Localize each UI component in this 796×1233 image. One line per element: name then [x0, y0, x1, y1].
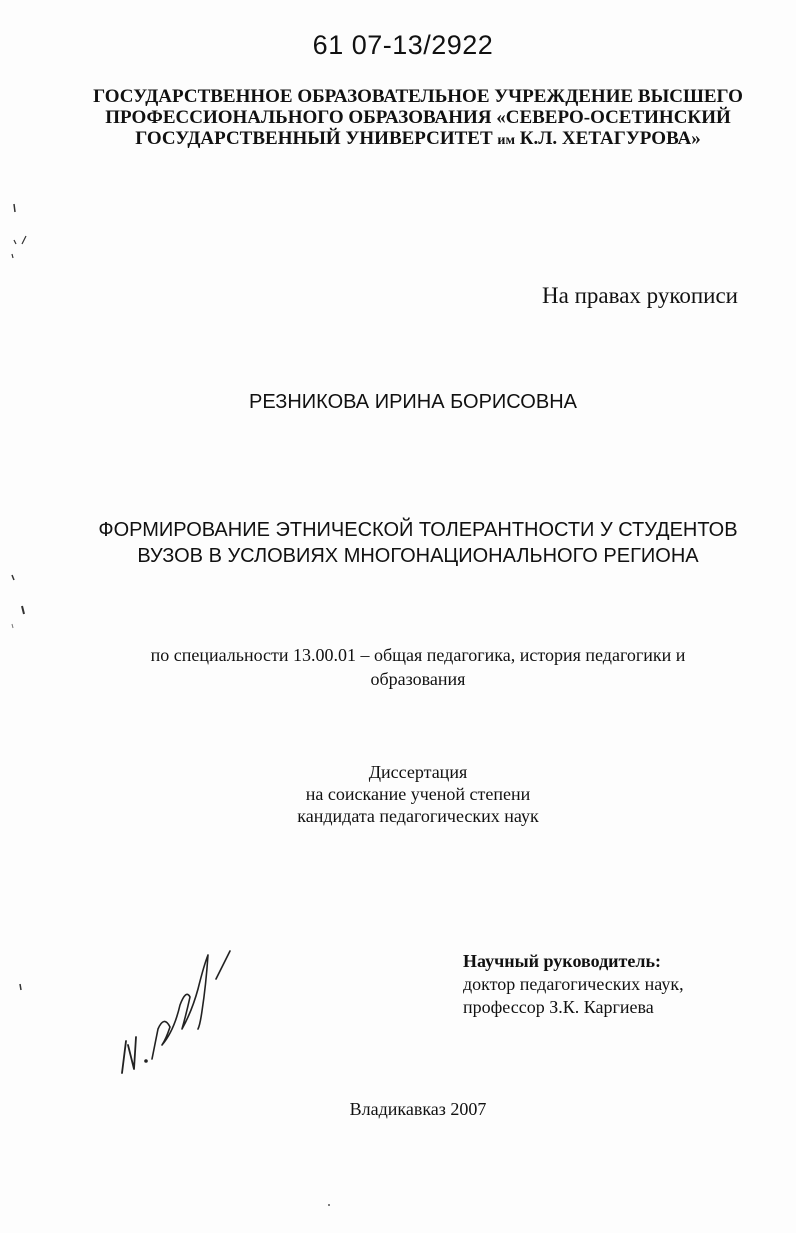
author-name: РЕЗНИКОВА ИРИНА БОРИСОВНА — [249, 391, 577, 413]
supervisor-label: Научный руководитель: — [463, 951, 661, 971]
thesis-title — [0, 517, 796, 569]
manuscript-rights-note: На правах рукописи — [542, 283, 738, 308]
handwritten-signature — [112, 945, 242, 1095]
catalog-number: 61 07-13/2922 — [312, 30, 494, 60]
thesis-title-line-1: ФОРМИРОВАНИЕ ЭТНИЧЕСКОЙ ТОЛЕРАНТНОСТИ У СТУДЕНТОВ — [98, 519, 738, 541]
institution-line-3-start: ГОСУДАРСТВЕННЫЙ УНИВЕРСИТЕТ — [135, 128, 493, 149]
specialty-line-2: образования — [370, 669, 466, 689]
scientific-supervisor — [463, 950, 684, 1019]
institution-line-3-im: им — [497, 133, 515, 148]
thesis-title-line-2: ВУЗОВ В УСЛОВИЯХ МНОГОНАЦИОНАЛЬНОГО РЕГИОНА — [137, 545, 699, 567]
specialty-line-1: по специальности 13.00.01 – общая педагогика, история педагогики и — [150, 645, 686, 665]
institution-line-3 — [60, 128, 776, 151]
supervisor-title: доктор педагогических наук, — [463, 974, 684, 994]
degree-line-1: Диссертация — [368, 762, 468, 782]
degree-line-2: на соискание ученой степени — [305, 784, 531, 804]
specialty-statement — [0, 643, 796, 691]
institution-name — [60, 86, 776, 151]
degree-statement — [0, 761, 796, 827]
institution-line-2: ПРОФЕССИОНАЛЬНОГО ОБРАЗОВАНИЯ «СЕВЕРО-ОСЕТИНСКИЙ — [105, 107, 731, 128]
institution-line-1: ГОСУДАРСТВЕННОЕ ОБРАЗОВАТЕЛЬНОЕ УЧРЕЖДЕНИЕ ВЫСШЕГО — [93, 86, 743, 107]
city-and-year: Владикавказ 2007 — [349, 1099, 487, 1119]
degree-line-3: кандидата педагогических наук — [297, 806, 539, 826]
supervisor-name: профессор З.К. Каргиева — [463, 997, 654, 1017]
institution-line-3-end: К.Л. ХЕТАГУРОВА» — [519, 128, 701, 149]
